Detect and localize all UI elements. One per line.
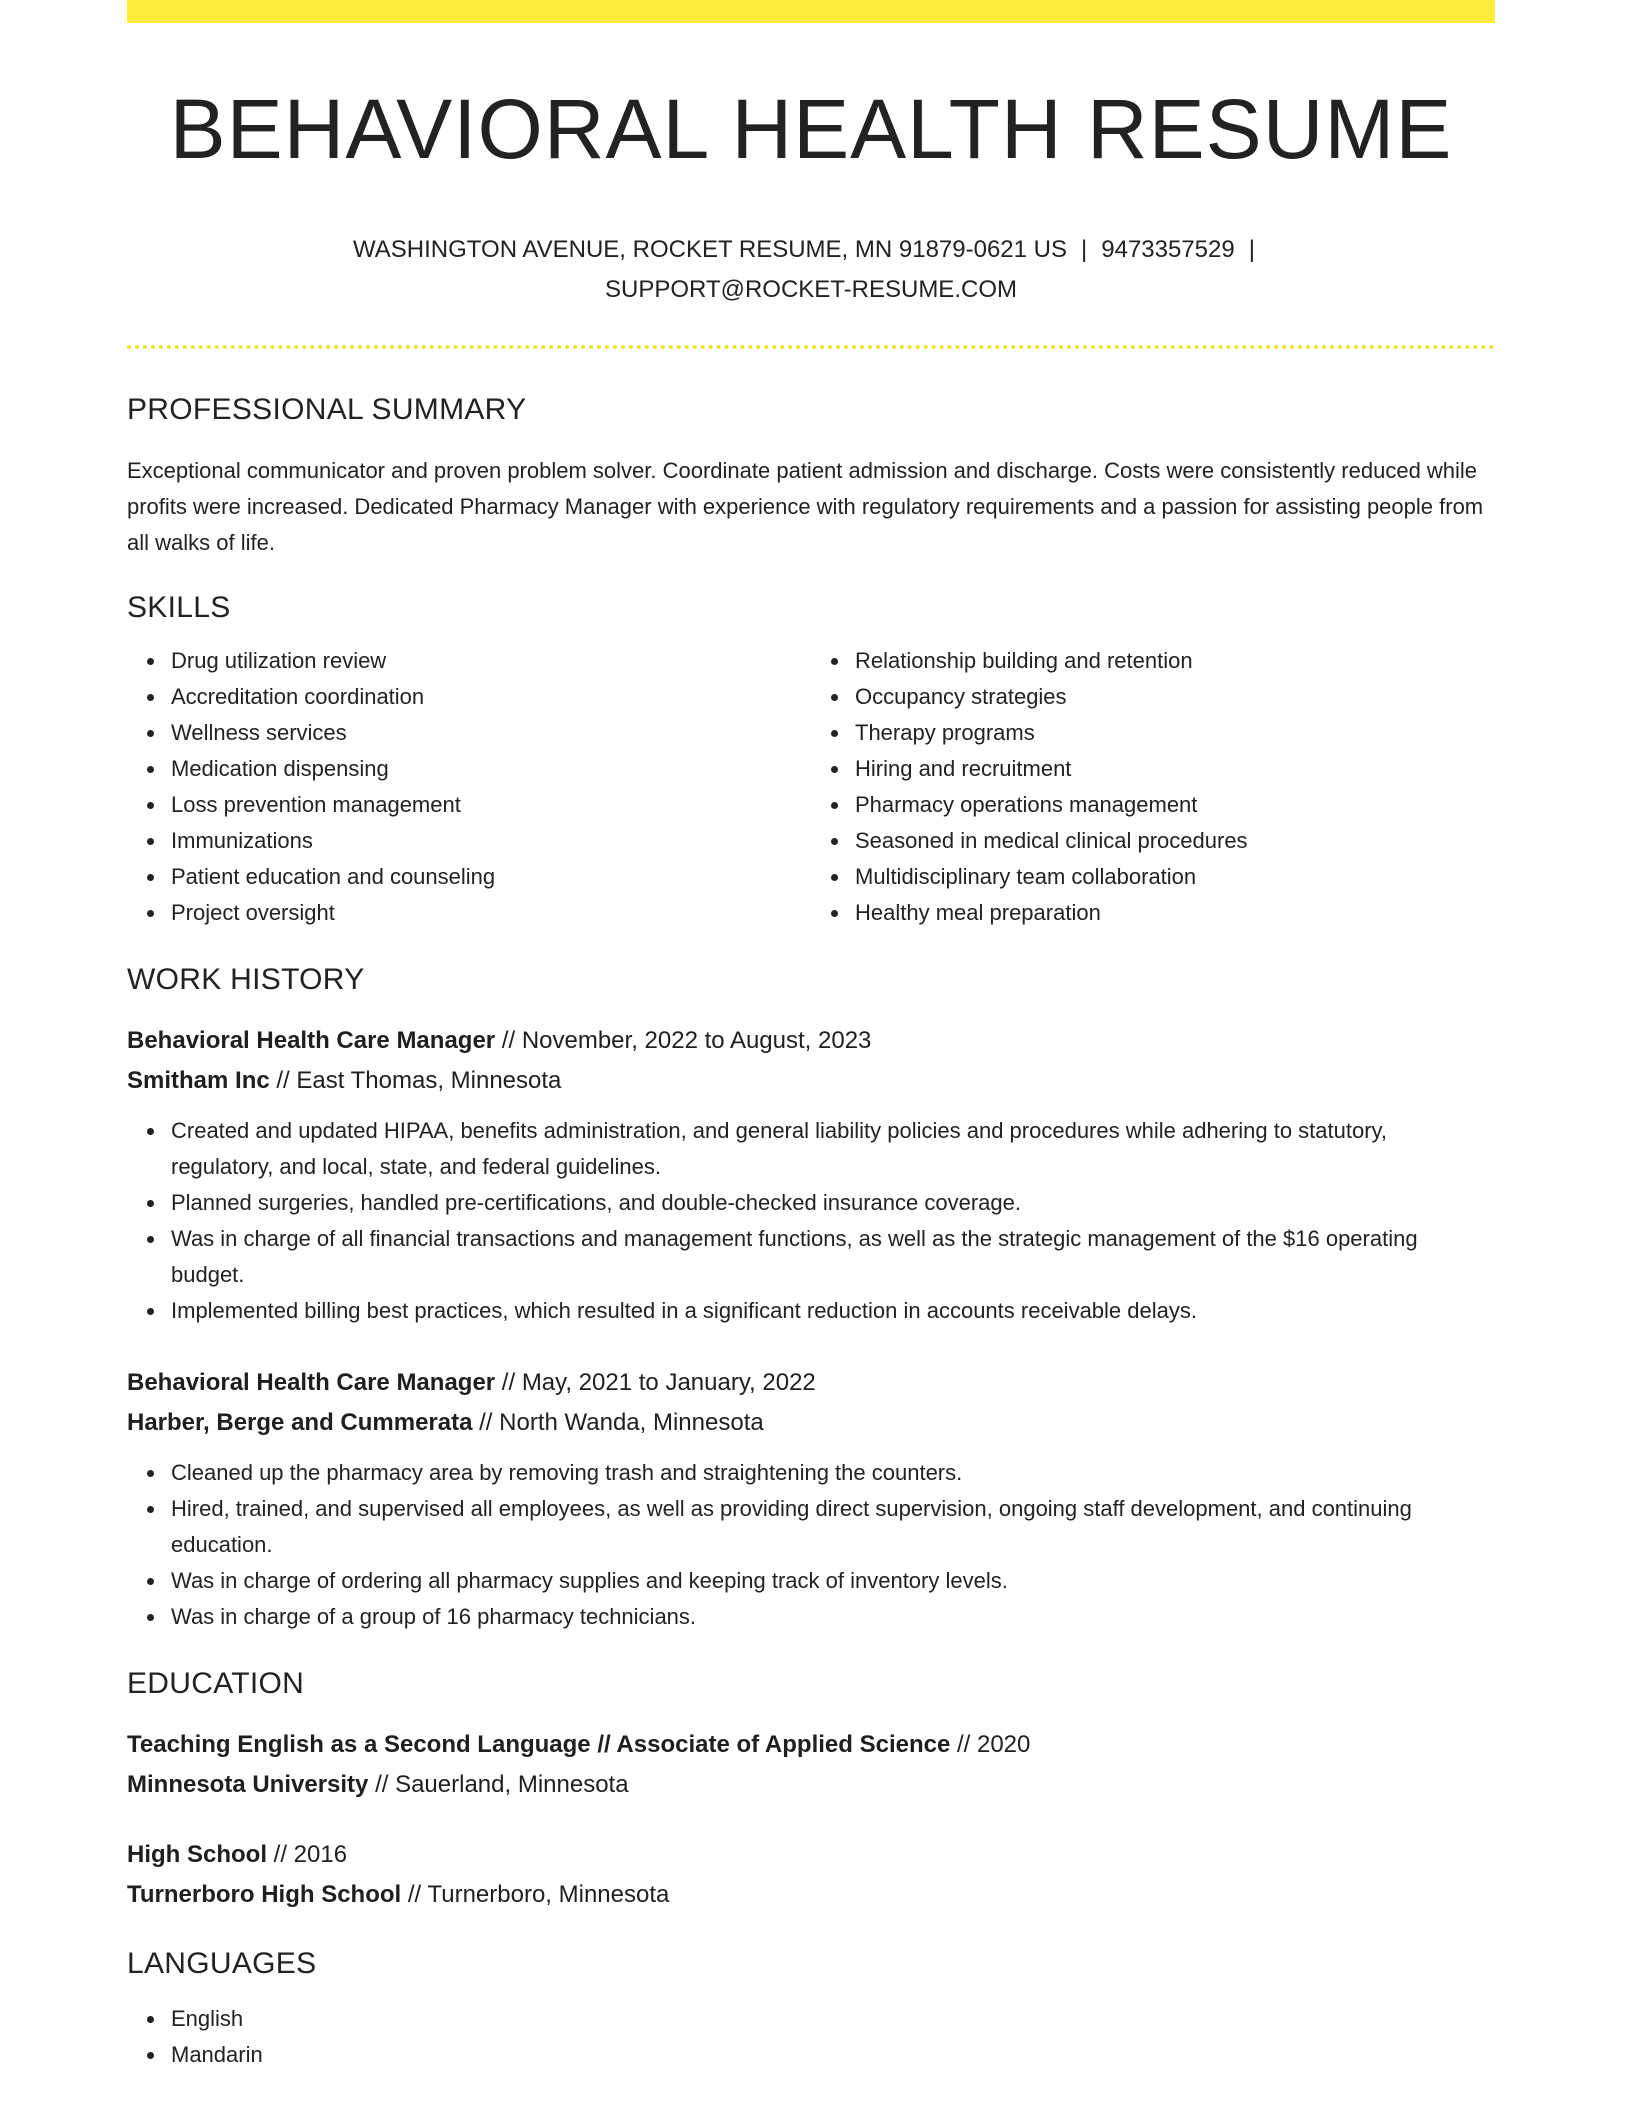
contact-info: [321, 230, 1301, 310]
skill-item: Medication dispensing: [171, 751, 811, 787]
job-entry: [127, 1363, 1495, 1635]
job-bullet: Created and updated HIPAA, benefits administration, and general liability policies and procedures while adhering to statutory, regulatory, and local, state, and federal guidelines.: [171, 1113, 1495, 1185]
education-location: // Turnerboro, Minnesota: [401, 1881, 670, 1909]
skill-item: Wellness services: [171, 715, 811, 751]
contact-phone: 9473357529: [1101, 236, 1235, 264]
work-history-heading: WORK HISTORY: [127, 963, 365, 997]
skills-column-left: [127, 643, 811, 931]
skill-item: Therapy programs: [855, 715, 1495, 751]
job-entry: [127, 1021, 1495, 1329]
contact-separator: |: [1081, 236, 1088, 264]
job-title: Behavioral Health Care Manager: [127, 1369, 496, 1397]
skill-item: Hiring and recruitment: [855, 751, 1495, 787]
skill-item: Accreditation coordination: [171, 679, 811, 715]
contact-separator: |: [1248, 236, 1255, 264]
skill-item: Seasoned in medical clinical procedures: [855, 823, 1495, 859]
skills-column-right: [811, 643, 1495, 931]
skills-list: [127, 643, 1495, 931]
skill-item: Occupancy strategies: [855, 679, 1495, 715]
education-year: // 2020: [950, 1731, 1031, 1759]
skill-item: Relationship building and retention: [855, 643, 1495, 679]
education-degree: Teaching English as a Second Language // Associate of Applied Science: [127, 1731, 951, 1759]
education-location: // Sauerland, Minnesota: [368, 1771, 629, 1799]
languages-heading: LANGUAGES: [127, 1947, 317, 1981]
job-company-line: [127, 1061, 1495, 1101]
top-accent-bar: [127, 0, 1495, 23]
job-dates: // May, 2021 to January, 2022: [495, 1369, 816, 1397]
job-dates: // November, 2022 to August, 2023: [495, 1027, 872, 1055]
education-entry: [127, 1835, 1495, 1915]
header-divider: [127, 345, 1495, 349]
skill-item: Immunizations: [171, 823, 811, 859]
job-bullets: [127, 1455, 1495, 1635]
job-title-line: [127, 1021, 1495, 1061]
skill-item: Project oversight: [171, 895, 811, 931]
education-school-line: [127, 1875, 1495, 1915]
job-company: Smitham Inc: [127, 1067, 270, 1095]
skill-item: Healthy meal preparation: [855, 895, 1495, 931]
skills-heading: SKILLS: [127, 591, 231, 625]
job-location: // North Wanda, Minnesota: [472, 1409, 764, 1437]
contact-address: WASHINGTON AVENUE, ROCKET RESUME, MN 91879-0621 US: [353, 236, 1068, 264]
job-company-line: [127, 1403, 1495, 1443]
education-degree-line: [127, 1725, 1495, 1765]
skill-item: Drug utilization review: [171, 643, 811, 679]
education-heading: EDUCATION: [127, 1667, 305, 1701]
summary-heading: PROFESSIONAL SUMMARY: [127, 393, 527, 427]
education-degree-line: [127, 1835, 1495, 1875]
skill-item: Patient education and counseling: [171, 859, 811, 895]
education-school: Minnesota University: [127, 1771, 369, 1799]
resume-page: [127, 0, 1495, 2073]
education-entry: [127, 1725, 1495, 1805]
education-year: // 2016: [267, 1841, 348, 1869]
job-bullet: Was in charge of all financial transactions and management functions, as well as the strategic management of the $16 operating budget.: [171, 1221, 1495, 1293]
job-company: Harber, Berge and Cummerata: [127, 1409, 473, 1437]
summary-text: Exceptional communicator and proven problem solver. Coordinate patient admission and discharge. Costs were consistently reduced while profits were increased. Dedicated Pharmacy Manager with experience with regulatory requirements and a passion for assisting people from all walks of life.: [127, 458, 1484, 556]
job-title-line: [127, 1363, 1495, 1403]
job-bullet: Hired, trained, and supervised all employees, as well as providing direct supervision, ongoing staff development, and continuing education.: [171, 1491, 1495, 1563]
job-title: Behavioral Health Care Manager: [127, 1027, 496, 1055]
language-item: Mandarin: [171, 2037, 1495, 2073]
job-bullet: Planned surgeries, handled pre-certifications, and double-checked insurance coverage.: [171, 1185, 1495, 1221]
job-bullet: Was in charge of ordering all pharmacy supplies and keeping track of inventory levels.: [171, 1563, 1495, 1599]
resume-title: BEHAVIORAL HEALTH RESUME: [169, 82, 1453, 176]
skill-item: Multidisciplinary team collaboration: [855, 859, 1495, 895]
education-school-line: [127, 1765, 1495, 1805]
skill-item: Pharmacy operations management: [855, 787, 1495, 823]
skill-item: Loss prevention management: [171, 787, 811, 823]
job-bullet: Was in charge of a group of 16 pharmacy technicians.: [171, 1599, 1495, 1635]
job-bullet: Implemented billing best practices, which resulted in a significant reduction in accounts receivable delays.: [171, 1293, 1495, 1329]
job-bullet: Cleaned up the pharmacy area by removing trash and straightening the counters.: [171, 1455, 1495, 1491]
job-location: // East Thomas, Minnesota: [269, 1067, 562, 1095]
language-item: English: [171, 2001, 1495, 2037]
job-bullets: [127, 1113, 1495, 1329]
education-school: Turnerboro High School: [127, 1881, 402, 1909]
languages-list: [127, 2001, 1495, 2073]
contact-email: SUPPORT@ROCKET-RESUME.COM: [605, 276, 1017, 304]
education-degree: High School: [127, 1841, 267, 1869]
